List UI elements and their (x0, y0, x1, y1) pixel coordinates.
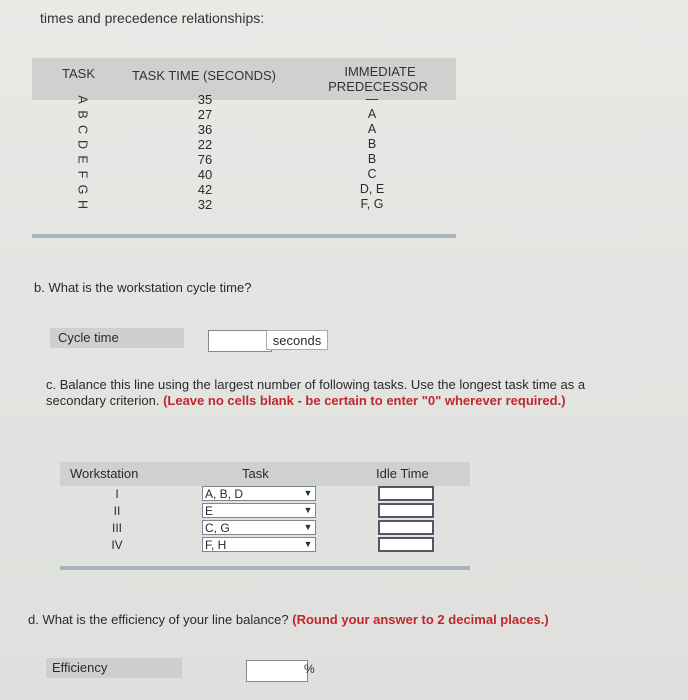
header-idle-time: Idle Time (376, 466, 429, 481)
predecessor-column (352, 92, 392, 212)
time-cell: 76 (197, 152, 213, 167)
time-cell: 40 (197, 167, 213, 182)
question-b: b. What is the workstation cycle time? (34, 280, 252, 295)
task-select-4[interactable] (202, 537, 316, 552)
task-cell: B (75, 110, 90, 119)
idle-time-input-4[interactable] (378, 537, 434, 552)
task-cell: D (75, 139, 90, 150)
idle-time-input-2[interactable] (378, 503, 434, 518)
chevron-down-icon: ▼ (303, 522, 313, 532)
task-select-1[interactable] (202, 486, 316, 501)
predecessor-cell: A (367, 122, 377, 136)
intro-text: times and precedence relationships: (40, 10, 265, 26)
task-select-value: F, H (205, 538, 227, 552)
balance-table-header (60, 462, 470, 486)
header-predecessor: PREDECESSOR (328, 79, 428, 94)
predecessor-cell: B (367, 152, 377, 166)
predecessor-cell: D, E (359, 182, 385, 196)
idle-time-input-3[interactable] (378, 520, 434, 535)
task-cell: F (75, 170, 90, 179)
task-column (72, 92, 92, 212)
workstation-cell: II (113, 504, 121, 518)
question-d-text: d. What is the efficiency of your line balance? (28, 612, 289, 627)
time-cell: 35 (197, 92, 213, 107)
workstation-column (92, 486, 142, 554)
task-select-2[interactable] (202, 503, 316, 518)
time-column (188, 92, 222, 212)
time-cell: 27 (197, 107, 213, 122)
question-c-text: c. Balance this line using the largest number of following tasks. Use the longest task time as a secondary criterion. (46, 377, 586, 408)
idle-time-input-1[interactable] (378, 486, 434, 501)
workstation-cell: IV (111, 538, 123, 552)
time-cell: 22 (197, 137, 213, 152)
cycle-time-input[interactable] (208, 330, 272, 352)
question-c-note: (Leave no cells blank - be certain to enter "0" wherever required.) (163, 393, 566, 408)
workstation-cell: I (115, 487, 119, 501)
task-cell: G (75, 184, 90, 195)
cycle-time-label: Cycle time (50, 328, 184, 348)
balance-table-divider (60, 566, 470, 570)
predecessor-cell: F, G (360, 197, 384, 211)
header-immediate: IMMEDIATE (344, 64, 416, 79)
task-cell: C (75, 124, 90, 135)
chevron-down-icon: ▼ (303, 505, 313, 515)
question-c (46, 377, 626, 409)
chevron-down-icon: ▼ (303, 488, 313, 498)
cycle-time-unit: seconds (266, 330, 328, 350)
efficiency-label: Efficiency (46, 658, 182, 678)
predecessor-cell: A (367, 107, 377, 121)
header-workstation: Workstation (70, 466, 139, 481)
question-d-note: (Round your answer to 2 decimal places.) (292, 612, 549, 627)
chevron-down-icon: ▼ (303, 539, 313, 549)
task-select-value: E (205, 504, 214, 518)
task-cell: H (75, 199, 90, 210)
header-task: TASK (62, 66, 95, 81)
table-divider (32, 234, 456, 238)
efficiency-input[interactable] (246, 660, 308, 682)
header-task-time: TASK TIME (SECONDS) (132, 68, 276, 83)
workstation-cell: III (111, 521, 122, 535)
task-select-3[interactable] (202, 520, 316, 535)
efficiency-unit: % (304, 662, 315, 676)
task-select-value: C, G (205, 521, 230, 535)
predecessor-cell: B (367, 137, 377, 151)
task-cell: A (75, 95, 90, 104)
task-table-header (32, 58, 456, 100)
predecessor-cell: — (365, 92, 379, 106)
task-select-value: A, B, D (205, 487, 244, 501)
time-cell: 36 (197, 122, 213, 137)
header-task: Task (242, 466, 269, 481)
time-cell: 42 (197, 182, 213, 197)
predecessor-cell: C (367, 167, 377, 181)
question-d (28, 612, 549, 627)
task-cell: E (75, 155, 90, 164)
time-cell: 32 (197, 197, 213, 212)
